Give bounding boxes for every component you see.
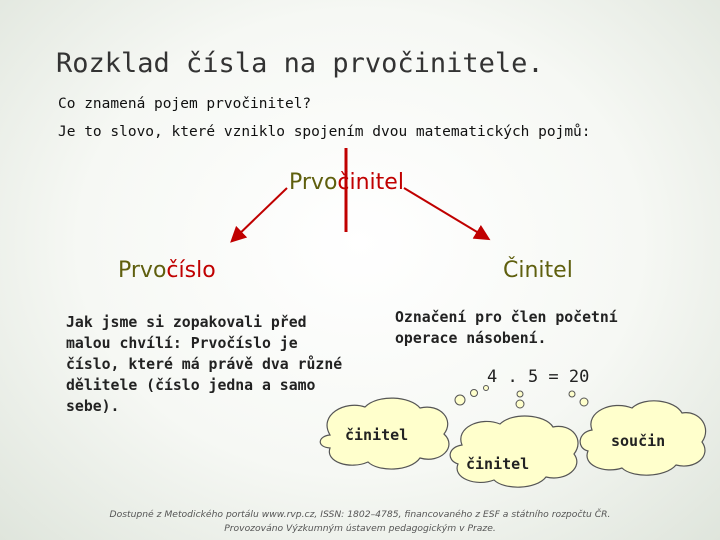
left-word-part2: číslo <box>166 258 216 283</box>
cloud-label-cinitel-middle: činitel <box>466 455 530 473</box>
right-definition: Označení pro člen početní operace násobení. <box>395 309 618 347</box>
footer-line-1: Dostupné z Metodického portálu www.rvp.cz, ISSN: 1802–4785, financovaného z ESF a státního rozpočtu ČR. <box>109 509 611 520</box>
arrow-left <box>233 188 287 240</box>
left-word <box>118 258 216 283</box>
intro-explanation: Je to slovo, které vzniklo spojením dvou matematických pojmů: <box>58 124 591 140</box>
footer-line-2: Provozováno Výzkumným ústavem pedagogickým v Praze. <box>224 523 496 534</box>
left-definition: Jak jsme si zopakovali před malou chvílí: Prvočíslo je číslo, které má právě dva různé dělitele (číslo jedna a samo sebe). <box>66 314 343 415</box>
right-word: Činitel <box>503 258 573 283</box>
cloud-label-soucin: součin <box>611 432 666 450</box>
cloud-label-cinitel-left: činitel <box>345 426 409 444</box>
main-word <box>289 170 404 195</box>
main-word-part1: Prvo <box>289 170 338 195</box>
main-word-part2: činitel <box>337 170 404 195</box>
slide-title: Rozklad čísla na prvočinitele. <box>56 48 544 79</box>
equation: 4 . 5 = 20 <box>487 367 590 387</box>
intro-question: Co znamená pojem prvočinitel? <box>58 96 312 112</box>
left-word-part1: Prvo <box>118 258 167 283</box>
arrow-right <box>404 188 487 238</box>
